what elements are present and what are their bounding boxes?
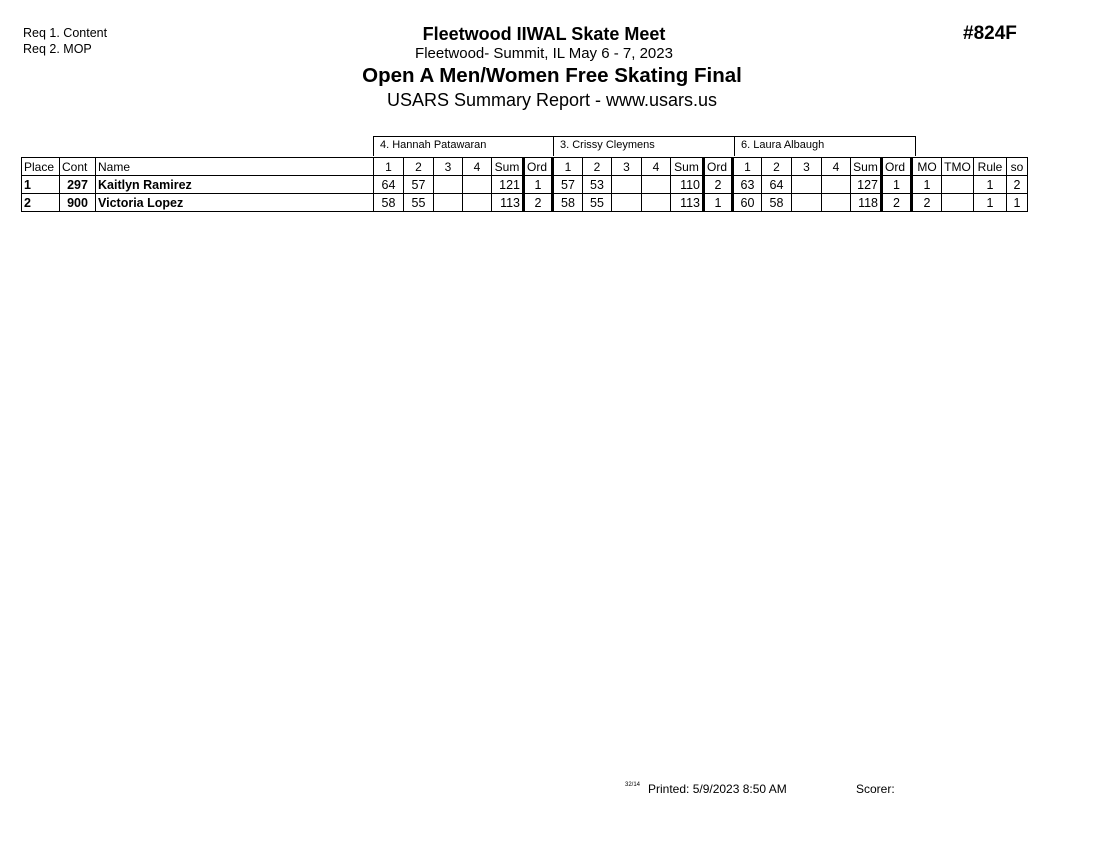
mo-cell: 1 [912,176,942,194]
ord-cell: 1 [704,194,733,212]
place-cell: 2 [22,194,60,212]
col-ord: Ord [524,158,553,176]
col-rule: Rule [974,158,1007,176]
event-title: Open A Men/Women Free Skating Final [362,64,742,87]
score-cell [463,176,492,194]
ord-cell: 2 [524,194,553,212]
tmo-cell [942,176,974,194]
score-cell [434,176,463,194]
footer-mark: 32/14 [625,782,641,788]
col-so: so [1007,158,1028,176]
sum-cell: 127 [851,176,882,194]
col-score-1: 1 [374,158,404,176]
table-row [22,194,1028,212]
meet-title: Fleetwood IIWAL Skate Meet [422,24,666,44]
judge-header-row [373,136,916,156]
ord-cell: 2 [882,194,912,212]
score-cell: 53 [583,176,612,194]
col-score-2: 2 [762,158,792,176]
judge-name: 3. Crissy Cleymens [554,136,735,156]
place-cell: 1 [22,176,60,194]
score-cell [822,194,851,212]
sum-cell: 113 [492,194,524,212]
score-cell: 64 [374,176,404,194]
report-title: USARS Summary Report - www.usars.us [386,90,718,110]
scorer-label: Scorer: [856,782,895,796]
col-score-3: 3 [792,158,822,176]
mo-cell: 2 [912,194,942,212]
score-cell: 58 [553,194,583,212]
judge-name: 6. Laura Albaugh [735,136,916,156]
sum-cell: 110 [671,176,704,194]
name-cell: Kaitlyn Ramirez [96,176,374,194]
col-tmo: TMO [942,158,974,176]
col-score-2: 2 [404,158,434,176]
so-cell: 1 [1007,194,1028,212]
sum-cell: 121 [492,176,524,194]
score-cell [642,176,671,194]
score-cell: 58 [762,194,792,212]
judge-name: 4. Hannah Patawaran [373,136,554,156]
score-cell: 55 [583,194,612,212]
col-score-2: 2 [583,158,612,176]
col-cont: Cont [60,158,96,176]
score-cell [642,194,671,212]
column-header-row [22,158,1028,176]
meet-location: Fleetwood- Summit, IL May 6 - 7, 2023 [415,45,673,62]
score-cell: 55 [404,194,434,212]
col-score-1: 1 [553,158,583,176]
results-table [21,157,1028,212]
printed-timestamp: Printed: 5/9/2023 8:50 AM [648,782,787,796]
ord-cell: 1 [524,176,553,194]
col-score-4: 4 [822,158,851,176]
score-cell [822,176,851,194]
score-cell [612,194,642,212]
col-name: Name [96,158,374,176]
score-cell [463,194,492,212]
requirement-2: Req 2. MOP [23,42,92,56]
score-cell: 63 [733,176,762,194]
ord-cell: 1 [882,176,912,194]
requirement-1: Req 1. Content [23,26,108,40]
col-sum: Sum [671,158,704,176]
rule-cell: 1 [974,176,1007,194]
score-cell: 58 [374,194,404,212]
sum-cell: 113 [671,194,704,212]
col-score-4: 4 [642,158,671,176]
col-sum: Sum [851,158,882,176]
score-cell [434,194,463,212]
score-cell: 57 [404,176,434,194]
so-cell: 2 [1007,176,1028,194]
sum-cell: 118 [851,194,882,212]
event-code: #824F [963,23,1017,44]
name-cell: Victoria Lopez [96,194,374,212]
col-score-3: 3 [612,158,642,176]
score-cell: 60 [733,194,762,212]
col-mo: MO [912,158,942,176]
cont-cell: 297 [60,176,96,194]
score-cell [792,176,822,194]
col-sum: Sum [492,158,524,176]
col-place: Place [22,158,60,176]
tmo-cell [942,194,974,212]
col-ord: Ord [704,158,733,176]
table-row [22,176,1028,194]
score-cell [792,194,822,212]
cont-cell: 900 [60,194,96,212]
score-cell [612,176,642,194]
score-cell: 64 [762,176,792,194]
col-score-1: 1 [733,158,762,176]
col-score-3: 3 [434,158,463,176]
score-cell: 57 [553,176,583,194]
col-score-4: 4 [463,158,492,176]
col-ord: Ord [882,158,912,176]
ord-cell: 2 [704,176,733,194]
rule-cell: 1 [974,194,1007,212]
